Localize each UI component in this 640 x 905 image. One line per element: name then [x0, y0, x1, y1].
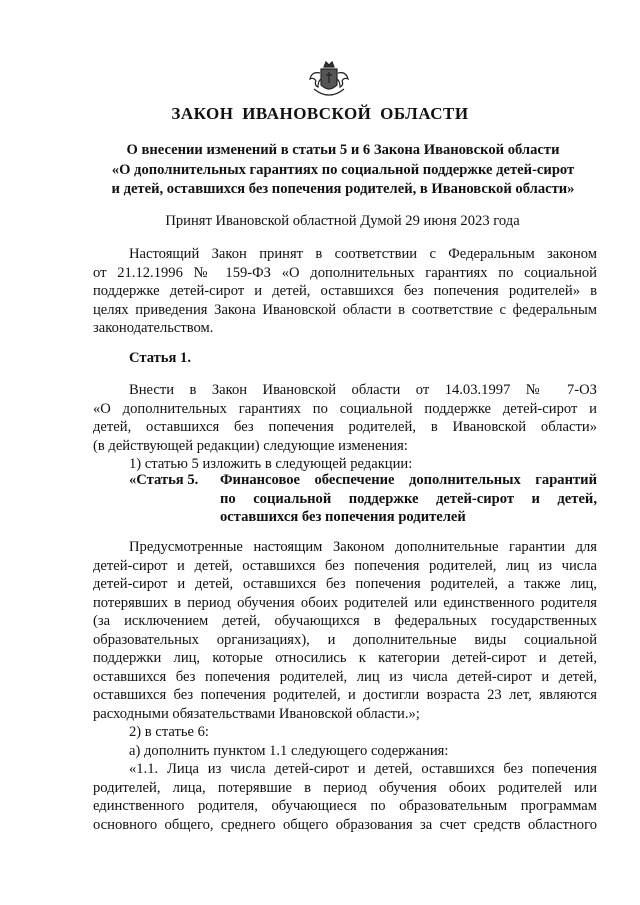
text-line: оставшихся без попечения родителей	[220, 509, 466, 525]
adoption-note: Принят Ивановской областной Думой 29 июня 2023 года	[165, 213, 520, 229]
text-line: потерявших в период обучения обоих родителей или единственного родителя	[93, 594, 597, 611]
text-line: Внести в Закон Ивановской области от 14.03.1997 № 7-ОЗ	[129, 382, 597, 398]
text-line: целях приведения Закона Ивановской области в соответствие с федеральным	[93, 301, 597, 318]
text-line: оставшихся без попечения родителей, и достигли возраста 23 лет, являются	[93, 687, 597, 703]
text-line: (в действующей редакции) следующие изменения:	[93, 437, 408, 454]
text-line: по социальной поддержке детей-сирот и детей,	[220, 490, 597, 507]
list-item: 2) в статье 6:	[129, 724, 209, 740]
article-heading: Статья 1.	[129, 350, 191, 366]
text-line: детей-сирот и детей, оставшихся без попечения родителей, а также лиц,	[93, 576, 597, 592]
text-line: расходными обязательствами Ивановской области.»;	[93, 705, 420, 722]
text-line: основного общего, среднего общего образования за счет средств областного	[93, 816, 597, 833]
text-line: детей-сирот и детей, оставшихся без попечения родителей, лиц из числа	[93, 557, 597, 574]
text-line: от 21.12.1996 № 159-ФЗ «О дополнительных гарантиях по социальной	[93, 264, 597, 281]
preamble-paragraph	[93, 245, 597, 338]
text-line: родителей, лица, потерявшие в период обучения обоих родителей или	[93, 779, 597, 796]
subtitle-line: и детей, оставшихся без попечения родителей, в Ивановской области»	[111, 181, 575, 197]
text-line: Предусмотренные настоящим Законом дополнительные гарантии для	[129, 539, 597, 555]
document-subtitle	[93, 141, 593, 200]
text-line: образовательных организациях), и дополнительные виды социальной	[93, 631, 597, 648]
text-line: Финансовое обеспечение дополнительных гарантий	[220, 472, 597, 488]
subtitle-line: О внесении изменений в статьи 5 и 6 Закона Ивановской области	[126, 142, 560, 158]
text-line: «О дополнительных гарантиях по социальной поддержке детей-сирот и	[93, 400, 597, 417]
text-line: поддержки лиц, которые относились к категории детей-сирот и детей,	[93, 650, 597, 666]
text-line: оставшихся без попечения родителей, лиц из числа детей-сирот и детей,	[93, 668, 597, 685]
text-line: «1.1. Лица из числа детей-сирот и детей, оставшихся без попечения	[129, 761, 597, 777]
article5-title	[220, 471, 597, 527]
list-item: а) дополнить пунктом 1.1 следующего содержания:	[129, 742, 449, 759]
article5-label: «Статья 5.	[129, 472, 199, 488]
document-title: ЗАКОН ИВАНОВСКОЙ ОБЛАСТИ	[171, 104, 469, 123]
text-line: (за исключением детей, обучающихся в федеральных государственных	[93, 613, 597, 629]
text-line: поддержке детей-сирот и детей, оставшихся без попечения родителей» в	[93, 283, 597, 299]
article-intro-paragraph	[93, 381, 597, 474]
text-line: единственного родителя, обучающиеся по образовательным программам	[93, 798, 597, 814]
text-line: детей, оставшихся без попечения родителей, в Ивановской области»	[93, 419, 597, 435]
article5-body-paragraph	[93, 538, 597, 834]
coat-of-arms-icon	[306, 55, 352, 101]
text-line: законодательством.	[93, 320, 214, 336]
list-item: 1) статью 5 изложить в следующей редакции:	[129, 456, 413, 472]
subtitle-line: «О дополнительных гарантиях по социальной поддержке детей-сирот	[111, 161, 575, 178]
text-line: Настоящий Закон принят в соответствии с Федеральным законом	[129, 246, 597, 262]
